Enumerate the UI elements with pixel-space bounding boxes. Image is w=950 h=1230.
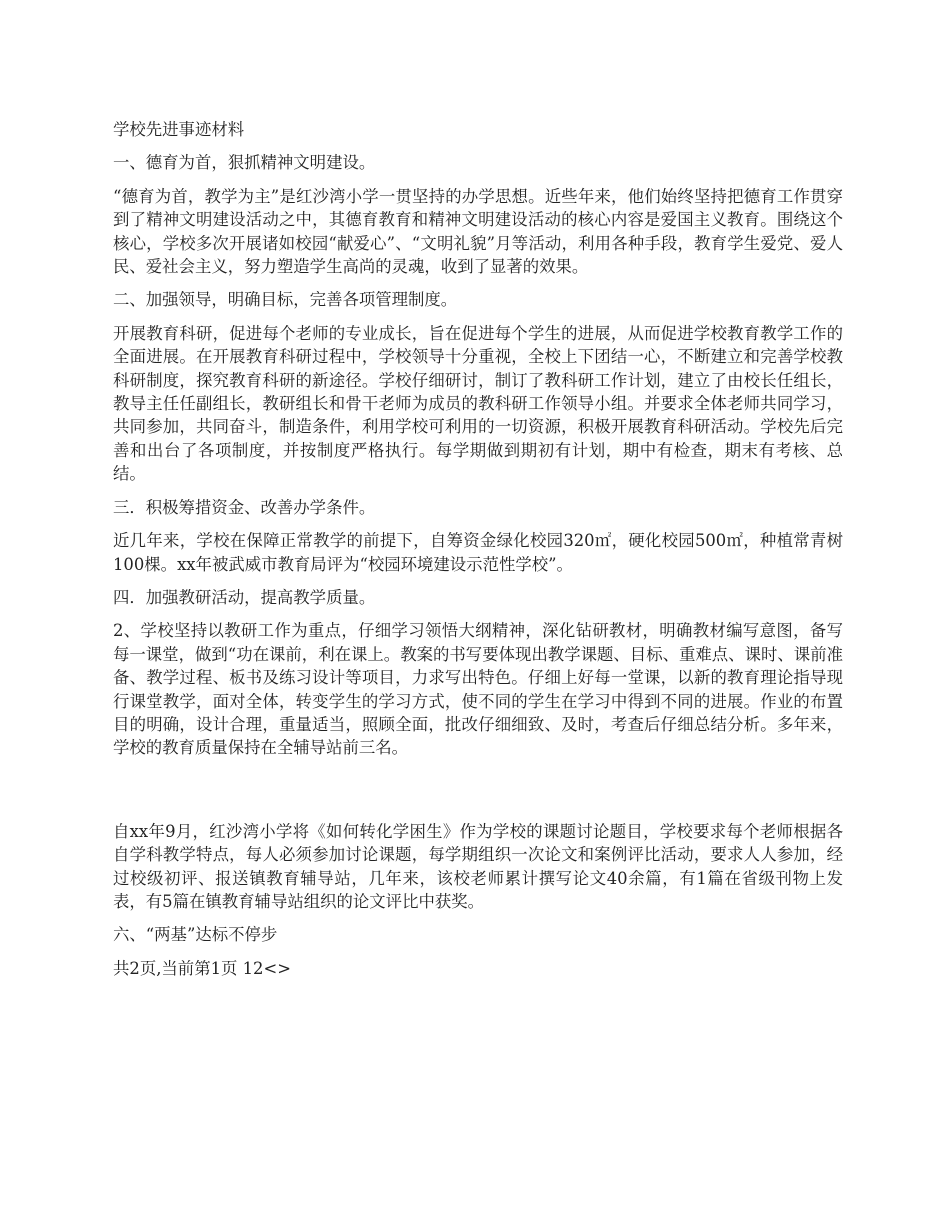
section-6-heading: 六、“两基”达标不停步 <box>113 925 278 945</box>
section-1-heading: 一、德育为首，狠抓精神文明建设。 <box>113 153 376 173</box>
section-3-heading: 三．积极筹措资金、改善办学条件。 <box>113 497 376 517</box>
research-paragraph: 自xx年9月，红沙湾小学将《如何转化学困生》作为学校的课题讨论题目，学校要求每个老师根据各自学科教学特点，每人必须参加讨论课题，每学期组织一次论文和案例评比活动，要求人人参加，经过校级初评、报送镇教育辅导站，几年来，该校老师累计撰写论文40余篇，有1篇在省级刊物上发表，有5篇在镇教育辅导站组织的论文评比中获奖。 <box>113 821 843 911</box>
pagination-text: 共2页,当前第1页 12<> <box>113 958 291 978</box>
section-4-body: 2、学校坚持以教研工作为重点，仔细学习领悟大纲精神，深化钻研教材，明确教材编写意图，备写每一课堂，做到“功在课前，利在课上。教案的书写要体现出教学课题、目标、重难点、课时、课前准备、教学过程、板书及练习设计等项目，力求写出特色。仔细上好每一堂课，以新的教育理论指导现行课堂教学，面对全体，转变学生的学习方式，使不同的学生在学习中得到不同的进展。作业的布置目的明确，设计合理，重量适当，照顾全面，批改仔细细致、及时，考查后仔细总结分析。多年来，学校的教育质量保持在全辅导站前三名。 <box>113 621 843 758</box>
document-title: 学校先进事迹材料 <box>113 120 245 139</box>
section-3-body: 近几年来，学校在保障正常教学的前提下，自筹资金绿化校园320㎡，硬化校园500㎡，种植常青树100棵。xx年被武威市教育局评为“校园环境建设示范性学校”。 <box>113 531 843 574</box>
document-page <box>113 118 843 990</box>
section-1-body: “德育为首，教学为主”是红沙湾小学一贯坚持的办学思想。近些年来，他们始终坚持把德育工作贯穿到了精神文明建设活动之中，其德育教育和精神文明建设活动的核心内容是爱国主义教育。围绕这个核心，学校多次开展诸如校园“献爱心”、“文明礼貌”月等活动，利用各种手段，教育学生爱党、爱人民、爱社会主义，努力塑造学生高尚的灵魂，收到了显著的效果。 <box>113 186 843 277</box>
section-2-heading: 二、加强领导，明确目标，完善各项管理制度。 <box>113 290 458 310</box>
section-2-body: 开展教育科研，促进每个老师的专业成长，旨在促进每个学生的进展，从而促进学校教育教学工作的全面进展。在开展教育科研过程中，学校领导十分重视，全校上下团结一心，不断建立和完善学校教科研制度，探究教育科研的新途径。学校仔细研讨，制订了教科研工作计划，建立了由校长任组长，教导主任任副组长，教研组长和骨干老师为成员的教科研工作领导小组。并要求全体老师共同学习，共同参加，共同奋斗，制造条件，利用学校可利用的一切资源，积极开展教育科研活动。学校先后完善和出台了各项制度，并按制度严格执行。每学期做到期初有计划，期中有检查，期末有考核、总结。 <box>113 323 843 484</box>
section-4-heading: 四．加强教研活动，提高教学质量。 <box>113 587 376 607</box>
